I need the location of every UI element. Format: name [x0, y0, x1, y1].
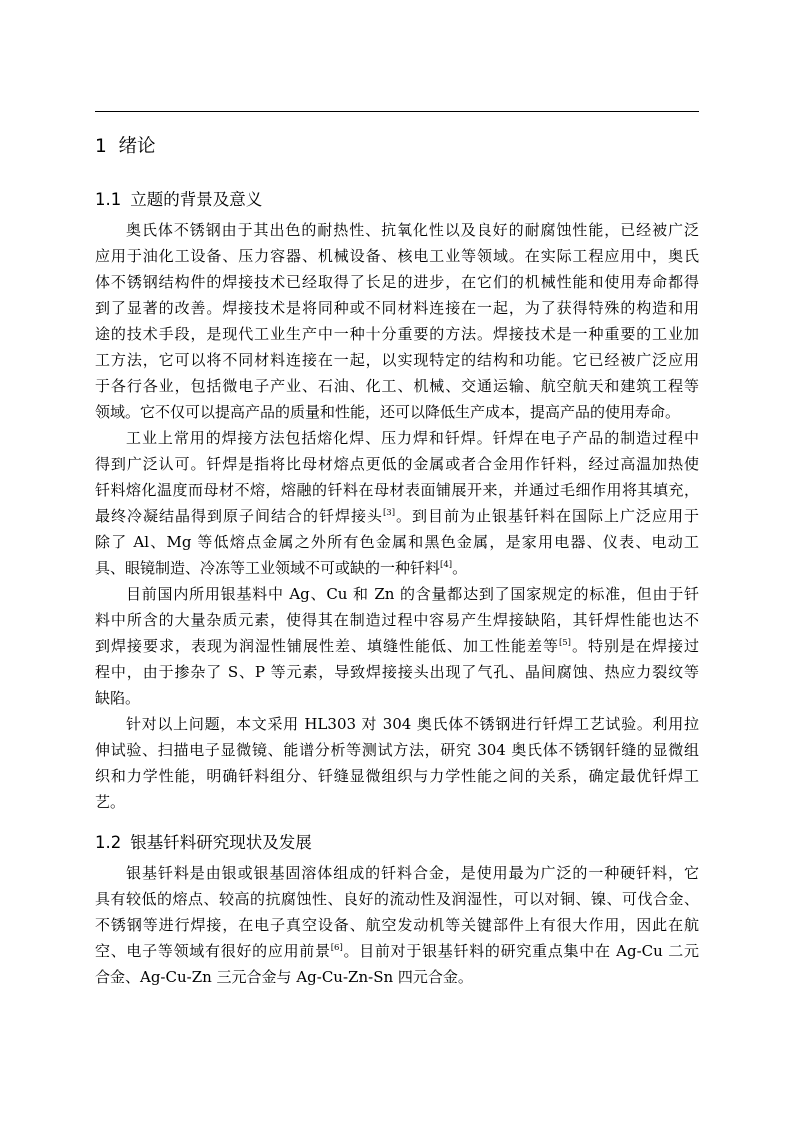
paragraph-line: 不锈钢等进行焊接，在电子真空设备、航空发动机等关键部件上有很大作用，因此在航: [95, 916, 699, 934]
text-run: 。特别是在焊接过: [571, 637, 699, 655]
chapter-heading: [95, 132, 156, 158]
paragraph-line: 织和力学性能，明确钎料组分、钎缝显微组织与力学性能之间的关系，确定最优钎焊工: [95, 767, 699, 785]
text-run: 空、电子等领域有很好的应用前景: [95, 942, 331, 960]
citation: [4]: [440, 560, 453, 570]
paragraph-line: [95, 938, 699, 964]
paragraph-line: 到了显著的改善。焊接技术是将同种或不同材料连接在一起，为了获得特殊的构造和用: [95, 299, 699, 317]
paragraph-line: 缺陷。: [95, 689, 141, 707]
paragraph-line: 途的技术手段，是现代工业生产中一种十分重要的方法。焊接技术是一种重要的工业加: [95, 325, 699, 343]
section-number: 1.2: [95, 833, 122, 852]
paragraph-line: 针对以上问题，本文采用 HL303 对 304 奥氏体不锈钢进行钎焊工艺试验。利用拉: [126, 715, 699, 733]
section-number: 1.1: [95, 190, 122, 209]
paragraph: [95, 860, 699, 990]
paragraph-line: 应用于油化工设备、压力容器、机械设备、核电工业等领域。在实际工程应用中，奥氏: [95, 247, 699, 265]
section-title: 立题的背景及意义: [130, 190, 263, 209]
chapter-title: 绪论: [118, 136, 156, 157]
paragraph-line: 得到广泛认可。钎焊是指将比母材熔点更低的金属或者合金用作钎料，经过高温加热使: [95, 455, 699, 473]
paragraph-line: 体不锈钢结构件的焊接技术已经取得了长足的进步，在它们的机械性能和使用寿命都得: [95, 273, 699, 291]
paragraph-line: 奥氏体不锈钢由于其出色的耐热性、抗氧化性以及良好的耐腐蚀性能，已经被广泛: [126, 221, 699, 239]
citation: [6]: [330, 943, 343, 953]
text-run: 具、眼镜制造、冷冻等工业领域不可或缺的一种钎料: [95, 559, 441, 577]
paragraph-line: 程中，由于掺杂了 S、P 等元素，导致焊接接头出现了气孔、晶间腐蚀、热应力裂纹等: [95, 663, 699, 681]
paragraph-line: 目前国内所用银基料中 Ag、Cu 和 Zn 的含量都达到了国家规定的标准，但由于钎: [126, 585, 699, 603]
chapter-number: 1: [95, 136, 107, 157]
header-rule: [95, 111, 699, 112]
citation: [3]: [382, 508, 396, 518]
paragraph-line: 领域。它不仅可以提高产品的质量和性能，还可以降低生产成本，提高产品的使用寿命。: [95, 403, 681, 421]
paragraph-line: 工方法，它可以将不同材料连接在一起，以实现特定的结构和功能。它已经被广泛应用: [95, 351, 699, 369]
text-run: 。: [452, 559, 468, 577]
section-heading-1-1: [95, 186, 262, 210]
paragraph-line: [95, 503, 699, 529]
citation: [5]: [558, 638, 571, 648]
paragraph-line: 除了 Al、Mg 等低熔点金属之外所有色金属和黑色金属，是家用电器、仪表、电动工: [95, 533, 699, 551]
paragraph-line: [95, 633, 699, 659]
paragraph-line: 工业上常用的焊接方法包括熔化焊、压力焊和钎焊。钎焊在电子产品的制造过程中: [126, 429, 699, 447]
paragraph-line: 银基钎料是由银或银基固溶体组成的钎料合金，是使用最为广泛的一种硬钎料，它: [126, 864, 699, 882]
paragraph-line: 钎料熔化温度而母材不熔，熔融的钎料在母材表面铺展开来，并通过毛细作用将其填充，: [95, 481, 699, 499]
section-title: 银基钎料研究现状及发展: [130, 833, 312, 852]
paragraph-line: 伸试验、扫描电子显微镜、能谱分析等测试方法，研究 304 奥氏体不锈钢钎缝的显微组: [95, 741, 699, 759]
text-run: 。目前对于银基钎料的研究重点集中在 Ag-Cu 二元: [342, 942, 699, 960]
paragraph-line: [95, 555, 699, 581]
text-run: 最终冷凝结晶得到原子间结合的钎焊接头: [95, 507, 383, 525]
paragraph-line: 具有较低的熔点、较高的抗腐蚀性、良好的流动性及润湿性，可以对铜、镍、可伐合金、: [95, 890, 699, 908]
text-run: 。到目前为止银基钎料在国际上广泛应用于: [395, 507, 699, 525]
paragraph-line: 合金、Ag-Cu-Zn 三元合金与 Ag-Cu-Zn-Sn 四元合金。: [95, 968, 473, 986]
section-heading-1-2: [95, 829, 312, 853]
paragraph-line: 料中所含的大量杂质元素，使得其在制造过程中容易产生焊接缺陷，其钎焊性能也达不: [95, 611, 699, 629]
paragraph-line: 于各行各业，包括微电子产业、石油、化工、机械、交通运输、航空航天和建筑工程等: [95, 377, 699, 395]
paragraph-line: 艺。: [95, 793, 126, 811]
paragraph: [95, 217, 699, 815]
text-run: 到焊接要求，表现为润湿性铺展性差、填缝性能低、加工性能差等: [95, 637, 559, 655]
